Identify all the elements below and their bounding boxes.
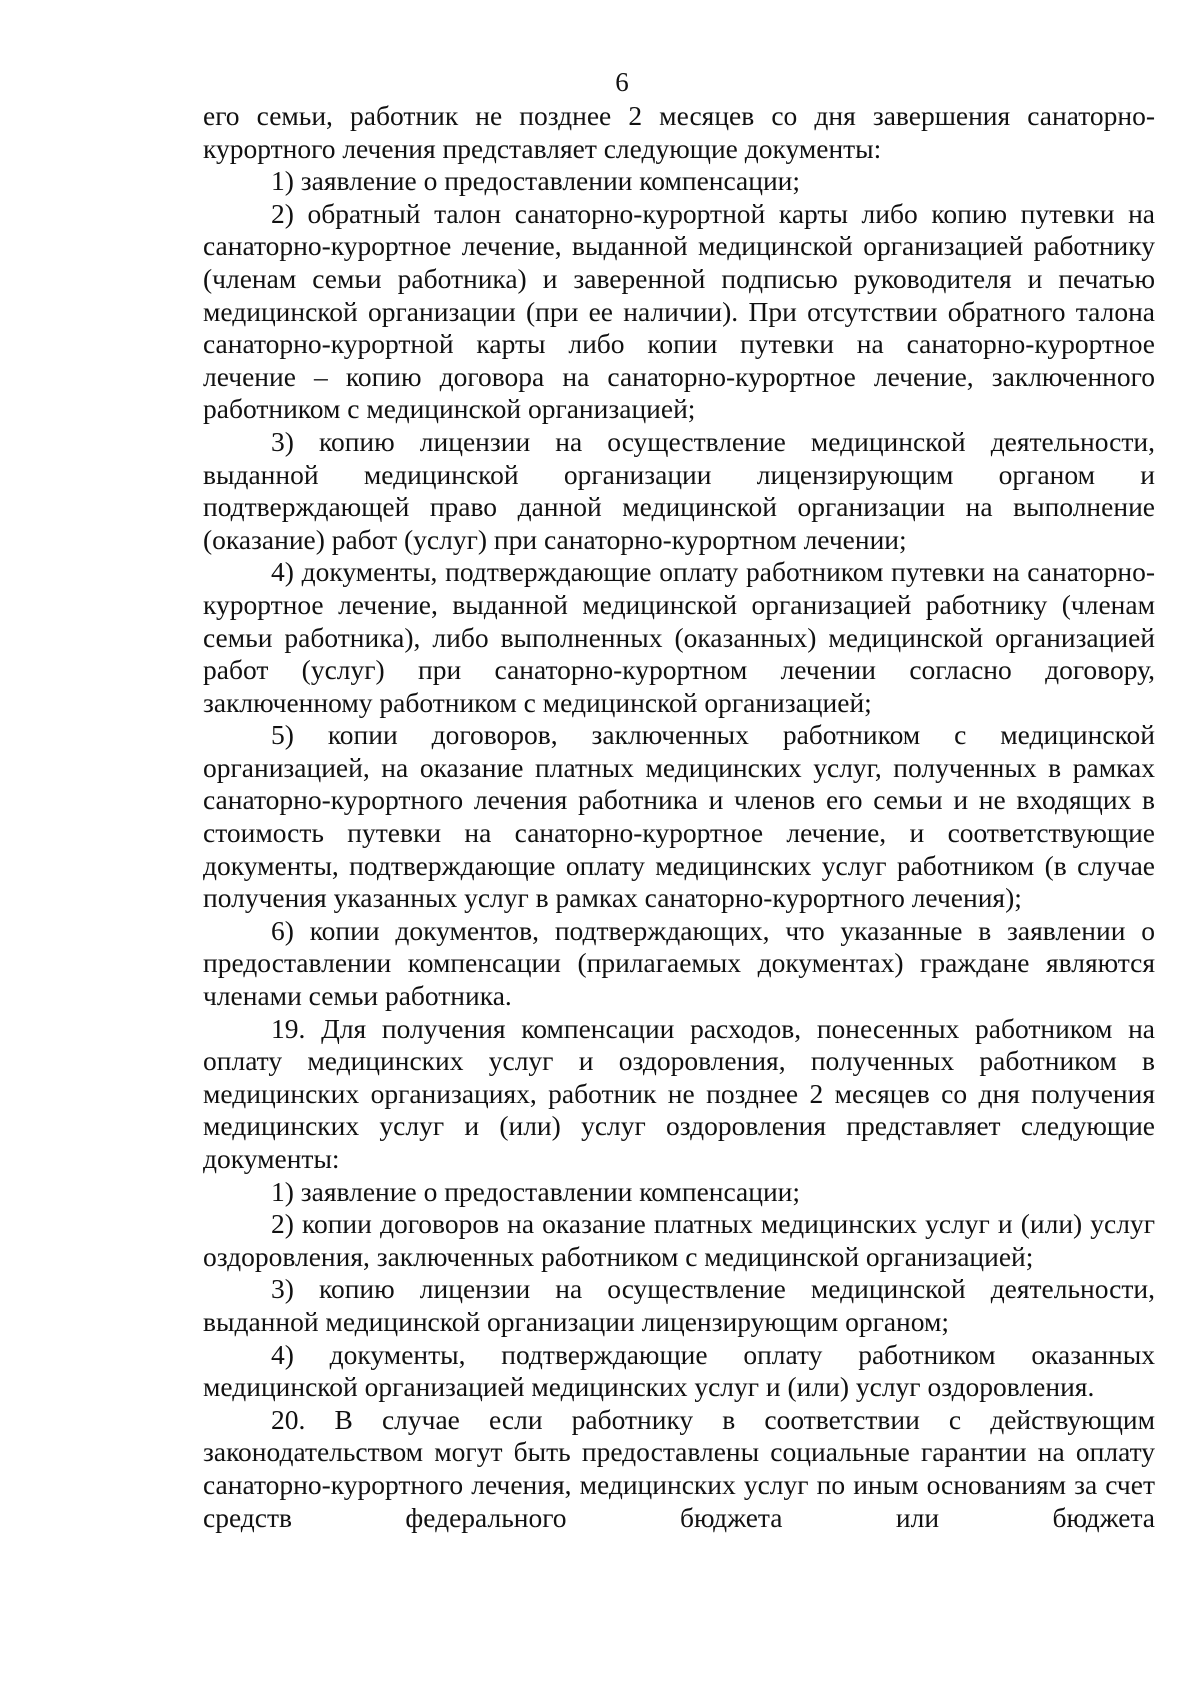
- clause-19-item-2: 2) копии договоров на оказание платных медицинских услуг и (или) услуг оздоровления, заключенных работником с медицинской организацией;: [203, 1208, 1155, 1272]
- clause-19-item-4: 4) документы, подтверждающие оплату работником оказанных медицинской организацией медицинских услуг и (или) услуг оздоровления.: [203, 1338, 1155, 1403]
- page-number: 6: [615, 67, 629, 97]
- list-item-6-family-documents: 6) копии документов, подтверждающих, что указанные в заявлении о предоставлении компенсации (прилагаемых документах) граждане являются членами семьи работника.: [203, 914, 1155, 1012]
- list-item-5-contracts: 5) копии договоров, заключенных работником с медицинской организацией, на оказание платных медицинских услуг, полученных в рамках санаторно-курортного лечения работника и членов его семьи и не входящих в стоимость путевки на санаторно-курортное лечение, и соответствующие документы, подтверждающие оплату медицинских услуг работником (в случае получения указанных услуг в рамках санаторно-курортного лечения);: [203, 719, 1155, 914]
- list-item-1-application: 1) заявление о предоставлении компенсации;: [271, 165, 801, 197]
- paragraph-continuation: его семьи, работник не позднее 2 месяцев со дня завершения санаторно-курортного лечения представляет следующие документы:: [203, 100, 1155, 164]
- document-body: [203, 100, 1155, 1534]
- list-item-4-payment-documents: 4) документы, подтверждающие оплату работником путевки на санаторно-курортное лечение, выданной медицинской организацией работнику (членам семьи работника), либо выполненных (оказанных) медицинской организацией работ (услуг) при санаторно-курортном лечении согласно договору, заключенному работником с медицинской организацией;: [203, 556, 1155, 718]
- clause-19-item-3: 3) копию лицензии на осуществление медицинской деятельности, выданной медицинской организации лицензирующим органом;: [203, 1273, 1155, 1337]
- clause-20: 20. В случае если работнику в соответствии с действующим законодательством могут быть предоставлены социальные гарантии на оплату санаторно-курортного лечения, медицинских услуг по иным основаниям за счет средств федерального бюджета или бюджета: [203, 1403, 1155, 1533]
- clause-19: 19. Для получения компенсации расходов, понесенных работником на оплату медицинских услуг и оздоровления, полученных работником в медицинских организациях, работник не позднее 2 месяцев со дня получения медицинских услуг и (или) услуг оздоровления представляет следующие документы:: [203, 1012, 1155, 1174]
- list-item-2-return-coupon: 2) обратный талон санаторно-курортной карты либо копию путевки на санаторно-курортное лечение, выданной медицинской организацией работнику (членам семьи работника) и заверенной подписью руководителя и печатью медицинской организации (при ее наличии). При отсутствии обратного талона санаторно-курортной карты либо копии путевки на санаторно-курортное лечение – копию договора на санаторно-курортное лечение, заключенного работником с медицинской организацией;: [203, 197, 1155, 425]
- list-item-3-license: 3) копию лицензии на осуществление медицинской деятельности, выданной медицинской организации лицензирующим органом и подтверждающей право данной медицинской организации на выполнение (оказание) работ (услуг) при санаторно-курортном лечении;: [203, 425, 1155, 555]
- clause-19-item-1: 1) заявление о предоставлении компенсации;: [271, 1175, 801, 1207]
